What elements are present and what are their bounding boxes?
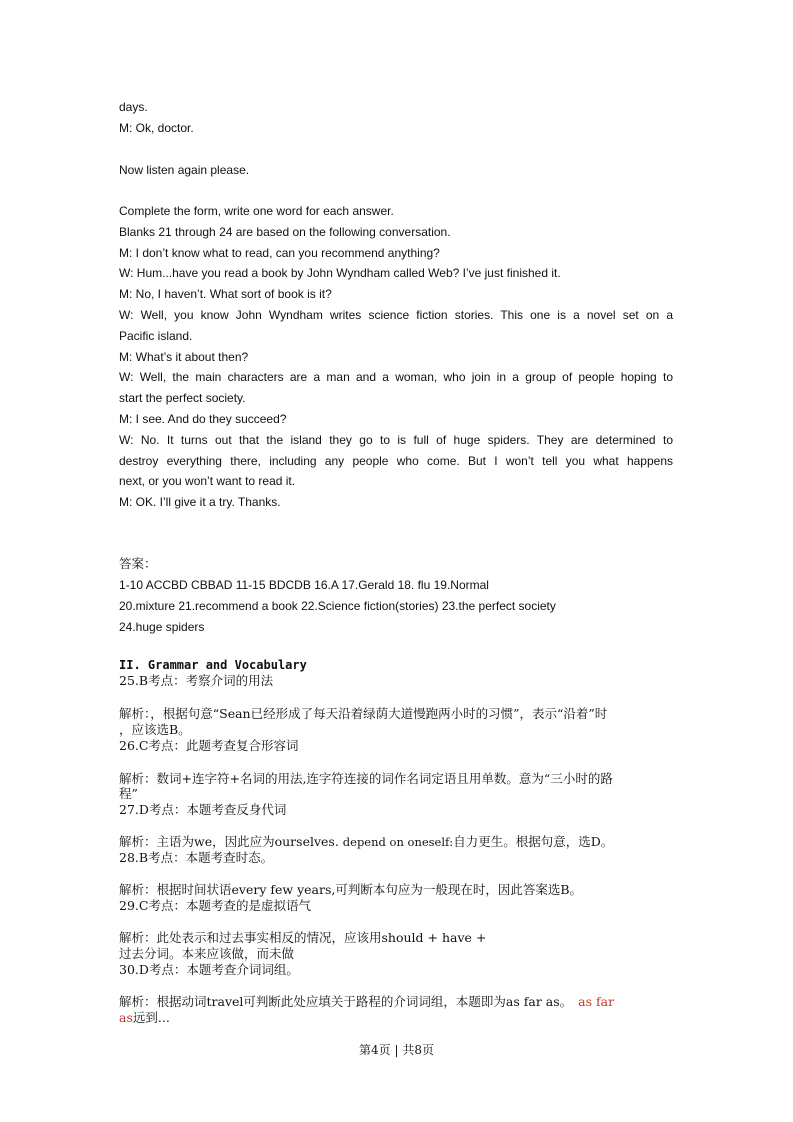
dialogue-line: destroy everything there, including any people who come. But I won’t tell you what happens [119, 454, 673, 468]
dialogue-line: M: I see. And do they succeed? [119, 412, 287, 426]
explanation-line [119, 1010, 170, 1026]
question-26: 26.C考点：此题考查复合形容词 [119, 738, 299, 753]
question-30: 30.D考点：本题考查介词词组。 [119, 962, 299, 977]
explanation-line: 过去分词。本来应该做，而未做 [119, 946, 295, 961]
explanation-term: depend on oneself: [342, 835, 454, 849]
explanation-text: 自力更生。根据句意，选D。 [453, 834, 614, 849]
section-heading: II. Grammar and Vocabulary [119, 658, 307, 672]
explanation-line: 解析：，根据句意“Sean已经形成了每天沿着绿荫大道慢跑两小时的习惯”，表示“沿着”时 [119, 706, 608, 721]
explanation-line: 解析：数词+连字符+名词的用法,连字符连接的词作名词定语且用单数。意为“三小时的路 [119, 771, 613, 786]
explanation-line [119, 834, 613, 850]
page-footer: 第4页 | 共8页 [359, 1043, 434, 1057]
explanation-line: 解析：此处表示和过去事实相反的情况，应该用should + have + [119, 930, 487, 945]
explanation-line: ，应该选B。 [119, 722, 191, 737]
highlighted-term: as far [578, 994, 615, 1009]
text-line: days. [119, 100, 148, 114]
dialogue-line: M: OK. I’ll give it a try. Thanks. [119, 495, 281, 509]
dialogue-line: W: No. It turns out that the island they go to is full of huge spiders. They are determined to [119, 433, 673, 447]
text-line: M: Ok, doctor. [119, 121, 194, 135]
explanation-line: 解析：根据时间状语every few years,可判断本句应为一般现在时，因此答案选B。 [119, 882, 583, 897]
answers-label: 答案： [119, 556, 157, 571]
dialogue-line: W: Hum...have you read a book by John Wyndham called Web? I’ve just finished it. [119, 266, 561, 280]
explanation-text: 远到... [132, 1010, 170, 1025]
explanation-line: 程” [119, 786, 138, 801]
dialogue-line: M: No, I haven’t. What sort of book is it? [119, 287, 332, 301]
dialogue-line: next, or you won’t want to read it. [119, 474, 296, 488]
instruction-line: Blanks 21 through 24 are based on the following conversation. [119, 225, 451, 239]
dialogue-line: M: What’s it about then? [119, 350, 249, 364]
question-25: 25.B考点：考察介词的用法 [119, 673, 274, 688]
explanation-line [119, 994, 614, 1010]
answers-row: 1-10 ACCBD CBBAD 11-15 BDCDB 16.A 17.Gerald 18. flu 19.Normal [119, 578, 489, 592]
question-28: 28.B考点：本题考查时态。 [119, 850, 274, 865]
dialogue-line: M: I don’t know what to read, can you recommend anything? [119, 246, 440, 260]
instruction-line: Complete the form, write one word for each answer. [119, 204, 394, 218]
answers-row: 20.mixture 21.recommend a book 22.Science fiction(stories) 23.the perfect society [119, 599, 556, 613]
dialogue-line: start the perfect society. [119, 391, 246, 405]
explanation-text: 解析：主语为we，因此应为ourselves. [119, 834, 343, 849]
explanation-text: 解析：根据动词travel可判断此处应填关于路程的介词词组，本题即为as far as。 [119, 994, 573, 1009]
dialogue-line: Pacific island. [119, 329, 193, 343]
highlighted-term: as [119, 1010, 133, 1025]
dialogue-line: W: Well, the main characters are a man and a woman, who join in a group of people hoping to [119, 370, 673, 384]
question-27: 27.D考点：本题考查反身代词 [119, 802, 287, 817]
answers-row: 24.huge spiders [119, 620, 205, 634]
question-29: 29.C考点：本题考查的是虚拟语气 [119, 898, 311, 913]
text-line: Now listen again please. [119, 163, 250, 177]
dialogue-line: W: Well, you know John Wyndham writes science fiction stories. This one is a novel set on a [119, 308, 673, 322]
